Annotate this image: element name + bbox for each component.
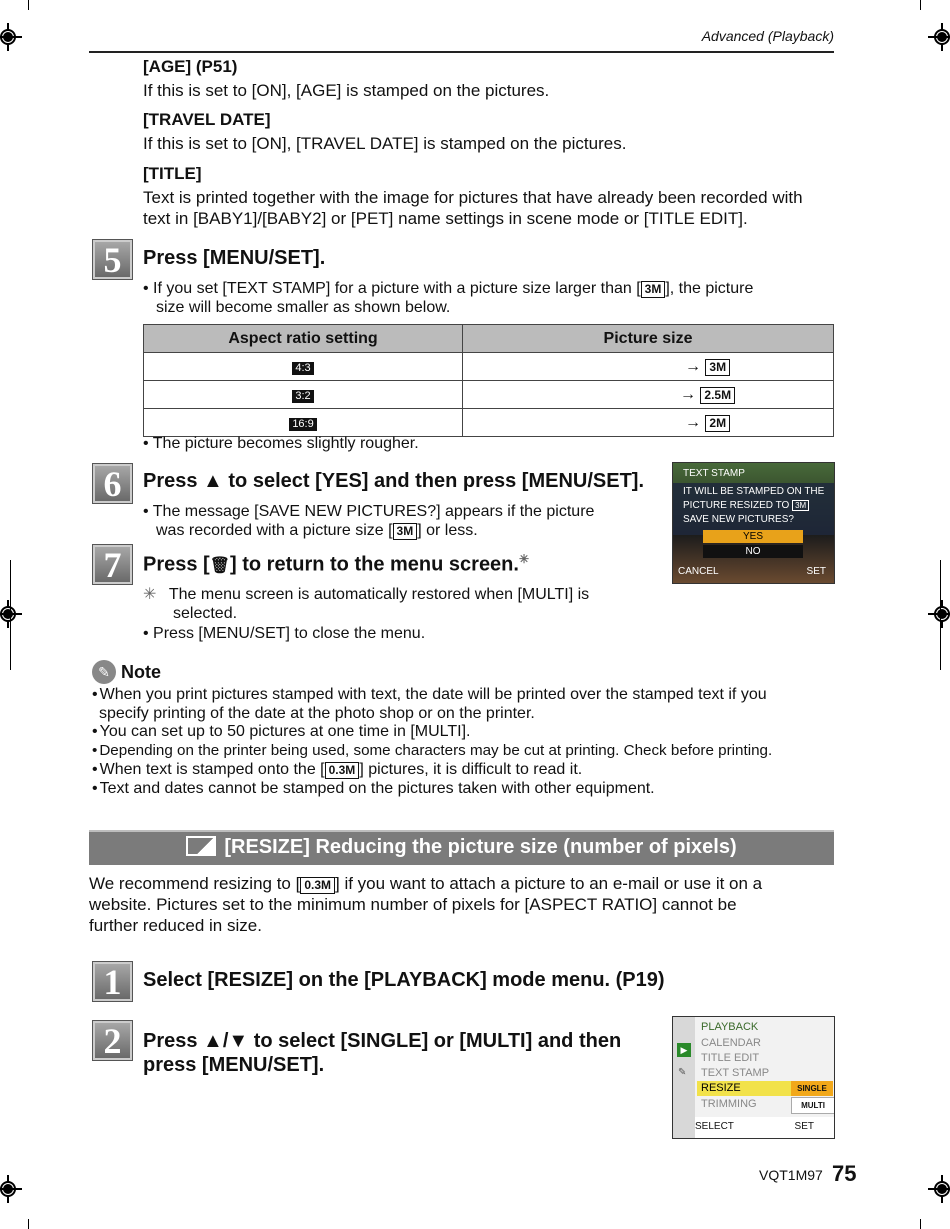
picture-size-icon: 0.3M bbox=[300, 877, 335, 894]
step-title: Press ▲ to select [YES] and then press [MENU/SET]. bbox=[143, 470, 645, 492]
trash-icon: 🗑 bbox=[209, 557, 231, 575]
picture-size-icon: 2M bbox=[705, 415, 730, 432]
picture-size-icon: 0.3M bbox=[325, 762, 360, 779]
crop-mark bbox=[920, 0, 921, 10]
note-label: Note bbox=[121, 662, 161, 682]
step-title: Press [🗑] to return to the menu screen.✳ bbox=[143, 552, 530, 576]
yes-option[interactable]: YES bbox=[703, 530, 803, 543]
playback-icon: ▶ bbox=[677, 1043, 691, 1057]
travel-date-text: If this is set to [ON], [TRAVEL DATE] is stamped on the pictures. bbox=[143, 134, 627, 153]
age-text: If this is set to [ON], [AGE] is stamped on the pictures. bbox=[143, 81, 550, 100]
step-number: 6 bbox=[92, 463, 133, 504]
registration-mark bbox=[0, 23, 22, 51]
arrow-icon: → bbox=[684, 357, 701, 375]
note-item: • When you print pictures stamped with text, the date will be printed over the stamped text if you specify printing of the date at the photo shop or on the printer. bbox=[92, 685, 767, 723]
registration-mark bbox=[0, 1175, 22, 1203]
picture-size-icon: 3M bbox=[792, 500, 809, 511]
step-number: 2 bbox=[92, 1020, 133, 1061]
step-title: Press ▲/▼ to select [SINGLE] or [MULTI] and then press [MENU/SET]. bbox=[143, 1030, 622, 1076]
model-code: VQT1M97 bbox=[759, 1167, 823, 1183]
registration-mark bbox=[0, 600, 22, 628]
title-text-line2: text in [BABY1]/[BABY2] or [PET] name settings in scene mode or [TITLE EDIT]. bbox=[143, 209, 748, 228]
size-table bbox=[143, 324, 834, 437]
menu-item-text-stamp[interactable]: TEXT STAMP bbox=[701, 1067, 770, 1079]
step-number: 5 bbox=[92, 239, 133, 280]
bullet-item: • If you set [TEXT STAMP] for a picture with a picture size larger than [ 3M ], the picture size will become smaller as shown below. bbox=[143, 279, 846, 317]
resize-banner: [RESIZE] Reducing the picture size (number of pixels) bbox=[89, 830, 834, 865]
bullet-item: • Press [MENU/SET] to close the menu. bbox=[143, 624, 425, 643]
note-item: • When text is stamped onto the [ 0.3M ] pictures, it is difficult to read it. bbox=[92, 760, 582, 779]
step-number: 7 bbox=[92, 544, 133, 585]
crop-mark bbox=[28, 0, 29, 10]
screen-line: PICTURE RESIZED TO 3M bbox=[683, 500, 809, 511]
note-item: • Depending on the printer being used, some characters may be cut at printing. Check before printing. bbox=[92, 741, 772, 760]
screen-line: IT WILL BE STAMPED ON THE bbox=[683, 486, 825, 497]
crop-mark bbox=[920, 1219, 921, 1229]
crop-mark bbox=[940, 560, 941, 670]
page-number: 75 bbox=[832, 1161, 857, 1186]
menu-select: SELECT bbox=[695, 1121, 734, 1132]
wrench-icon: ✎ bbox=[678, 1067, 687, 1078]
bullet-item: • The message [SAVE NEW PICTURES?] appears if the picture was recorded with a picture size [ 3M ] or less. bbox=[143, 502, 666, 540]
menu-item-resize[interactable]: RESIZE bbox=[701, 1082, 741, 1094]
travel-date-heading: [TRAVEL DATE] bbox=[143, 110, 271, 129]
crop-mark bbox=[10, 560, 11, 670]
aspect-ratio-icon: 16:9 bbox=[289, 418, 316, 431]
bullet-item: • The picture becomes slightly rougher. bbox=[143, 434, 419, 453]
screen-cancel: CANCEL bbox=[678, 566, 719, 577]
pencil-icon: ✎ bbox=[92, 660, 116, 684]
registration-mark bbox=[928, 600, 950, 628]
arrow-icon: → bbox=[679, 385, 696, 403]
picture-size-icon: 3M bbox=[641, 281, 666, 298]
menu-item-trimming[interactable]: TRIMMING bbox=[701, 1098, 757, 1110]
registration-mark bbox=[928, 1175, 950, 1203]
picture-size-icon: 3M bbox=[705, 359, 730, 376]
step-title: Press [MENU/SET]. bbox=[143, 247, 326, 269]
step-title: Select [RESIZE] on the [PLAYBACK] mode menu. (P19) bbox=[143, 969, 665, 991]
header-rule bbox=[89, 51, 834, 53]
aspect-ratio-icon: 4:3 bbox=[292, 362, 313, 375]
note-item: • Text and dates cannot be stamped on the pictures taken with other equipment. bbox=[92, 779, 655, 798]
step-number: 1 bbox=[92, 961, 133, 1002]
table-header: Aspect ratio setting bbox=[144, 325, 463, 353]
picture-size-icon: 3M bbox=[393, 523, 418, 540]
note-item: • You can set up to 50 pictures at one time in [MULTI]. bbox=[92, 722, 470, 741]
registration-mark bbox=[928, 23, 950, 51]
title-heading: [TITLE] bbox=[143, 164, 202, 183]
table-row bbox=[144, 381, 834, 409]
no-option[interactable]: NO bbox=[703, 545, 803, 558]
section-header: Advanced (Playback) bbox=[701, 28, 834, 44]
picture-size-icon: 2.5M bbox=[700, 387, 735, 404]
arrow-icon: → bbox=[684, 413, 701, 431]
table-header: Picture size bbox=[463, 325, 834, 353]
table-row bbox=[144, 353, 834, 381]
crop-mark bbox=[28, 1219, 29, 1229]
menu-set: SET bbox=[794, 1121, 814, 1132]
menu-header: PLAYBACK bbox=[701, 1021, 759, 1033]
screen-set: SET bbox=[806, 566, 826, 577]
single-option[interactable]: SINGLE bbox=[791, 1081, 833, 1096]
resize-icon bbox=[186, 836, 216, 856]
menu-item-title-edit[interactable]: TITLE EDIT bbox=[701, 1052, 760, 1064]
menu-item-calendar[interactable]: CALENDAR bbox=[701, 1037, 761, 1049]
camera-screen-playback-menu bbox=[672, 1016, 835, 1139]
camera-screen-text-stamp bbox=[672, 462, 835, 584]
aspect-ratio-icon: 3:2 bbox=[292, 390, 313, 403]
screen-line: SAVE NEW PICTURES? bbox=[683, 514, 794, 525]
asterisk-note: ✳ The menu screen is automatically restored when [MULTI] is selected. bbox=[143, 585, 683, 623]
screen-title: TEXT STAMP bbox=[683, 468, 745, 479]
table-row bbox=[144, 409, 834, 437]
multi-option[interactable]: MULTI bbox=[791, 1097, 835, 1114]
resize-paragraph: We recommend resizing to [ 0.3M ] if you want to attach a picture to an e-mail or use it on a website. Pictures set to the minimum number of pixels for [ASPECT RATIO] cannot be further reduced in size. bbox=[89, 874, 763, 935]
age-heading: [AGE] (P51) bbox=[143, 57, 238, 76]
title-text-line1: Text is printed together with the image for pictures that have already been recorded with bbox=[143, 188, 803, 207]
banner-highlight bbox=[89, 830, 834, 832]
asterisk-mark: ✳ bbox=[518, 552, 530, 566]
